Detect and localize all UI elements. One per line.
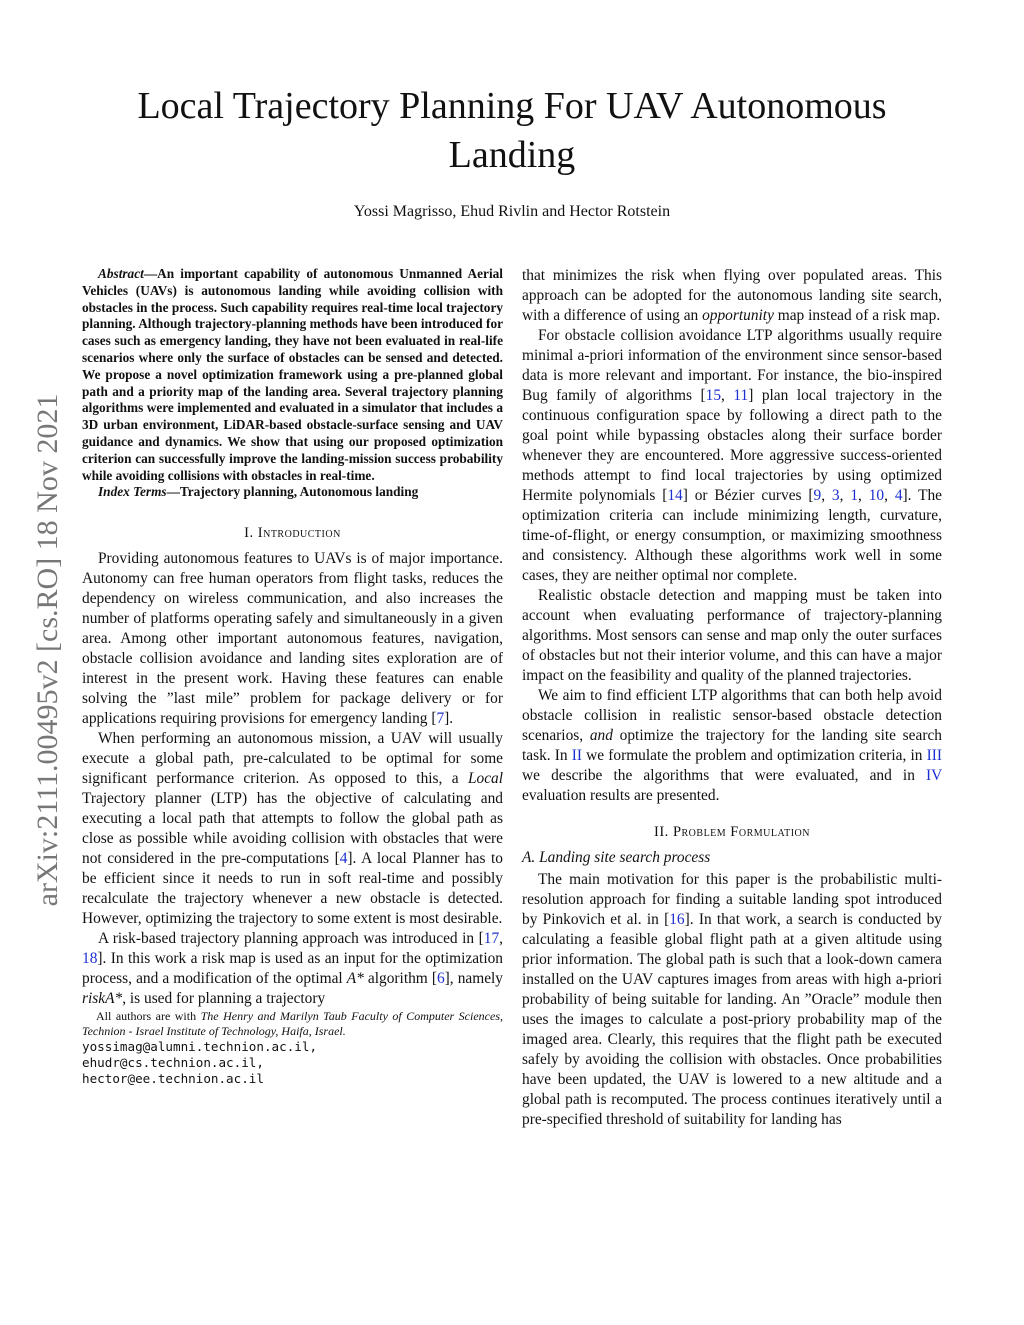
citation-link[interactable]: 9 <box>813 487 822 504</box>
text: , <box>821 487 832 504</box>
left-column <box>82 266 503 1087</box>
text: ]. A local Planner has to be efficient since it needs to run in soft real-time and possibly recalculate the trajectory whenever a new obstacle is detected. However, optimizing the trajectory to some extent is most desirable. <box>82 850 503 928</box>
text: , is used for planning a trajectory <box>122 990 326 1008</box>
text: that minimizes the risk when flying over populated areas. This approach can be adopted for the autonomous landing site search, with a difference of using an <box>522 267 942 324</box>
citation-link[interactable]: 10 <box>868 487 885 504</box>
title-line-2: Landing <box>448 134 576 176</box>
text: algorithm [ <box>363 970 437 988</box>
right-paragraph-2 <box>522 326 942 586</box>
text: ]. In this work a risk map is used as an input for the optimization process, and a modification of the optimal <box>82 950 503 988</box>
text: , <box>884 487 895 504</box>
email-list <box>82 1039 503 1087</box>
citation-link[interactable]: 3 <box>831 487 840 504</box>
citation-link[interactable]: 7 <box>436 710 445 728</box>
intro-paragraph-1 <box>82 549 503 729</box>
section-link[interactable]: II <box>571 747 583 764</box>
abstract-label: Abstract <box>98 266 144 281</box>
text: , <box>839 487 851 504</box>
right-paragraph-5 <box>522 870 942 1130</box>
email-2: ehudr@cs.technion.ac.il, <box>82 1055 264 1071</box>
section-number: II. <box>654 824 673 840</box>
section-title: Introduction <box>257 525 341 542</box>
text: , <box>721 387 734 404</box>
text: All authors are with <box>96 1009 201 1024</box>
intro-paragraph-2 <box>82 729 503 929</box>
text: map instead of a risk map. <box>773 307 941 324</box>
text: Providing autonomous features to UAVs is of major importance. Autonomy can free human operators from flight tasks, reduces the dependency on wireless communication, and also increases the number of platforms operating safely and simultaneously in a given area. Among other important autonomous features, navigation, obstacle collision avoidance and landing sites exploration are of interest in the present work. Having these features can enable solving the ”last mile” problem for package delivery or for applications requiring provisions for emergency landing [ <box>82 550 503 728</box>
text: When performing an autonomous mission, a UAV will usually execute a global path, pre-calculated to be optimal for some significant performance criterion. As opposed to this, a <box>82 730 503 788</box>
citation-link[interactable]: 15 <box>705 387 722 404</box>
index-terms-text: —Trajectory planning, Autonomous landing <box>166 484 419 500</box>
authors: Yossi Magrisso, Ehud Rivlin and Hector Rotstein <box>353 203 671 220</box>
citation-link[interactable]: 18 <box>82 950 98 968</box>
right-paragraph-3: Realistic obstacle detection and mapping must be taken into account when evaluating performance of trajectory-planning algorithms. Most sensors can sense and map only the outer surfaces of obstacles but not their interior volume, and this can have a major impact on the feasibility and quality of the planned trajectories. <box>522 587 942 684</box>
text: ], namely <box>444 970 504 988</box>
text: ]. <box>444 710 454 728</box>
text: ]. In that work, a search is conducted by calculating a feasible global flight path at a given altitude using prior information. The global path is such that a look-down camera installed on the UAV captures images from areas with high a-priori probability of being suitable for landing. An ”Oracle” module then uses the images to calculate a post-priory probability map of the imaged area. Clearly, this requires that the flight path be executed safely by avoiding the collision with obstacles. Once probabilities have been updated, the UAV is lowered to a new altitude and a global path is recomputed. The process continues iteratively until a pre-specified threshold of suitability for landing has <box>522 911 942 1128</box>
text: optimize the trajectory for the landing site search task. In <box>522 727 942 764</box>
citation-link[interactable]: 14 <box>667 487 683 504</box>
citation-link[interactable]: 4 <box>339 850 348 868</box>
citation-link[interactable]: 11 <box>733 387 749 404</box>
footnote <box>82 1009 503 1039</box>
section-introduction-heading <box>82 523 503 543</box>
right-column <box>522 266 942 1130</box>
right-paragraph-1 <box>522 266 942 326</box>
intro-paragraph-3 <box>82 929 503 1009</box>
citation-link[interactable]: 6 <box>436 970 445 988</box>
subsection-heading: A. Landing site search process <box>522 849 711 866</box>
email-1: yossimag@alumni.technion.ac.il, <box>82 1039 318 1055</box>
section-title: Problem Formulation <box>672 824 810 840</box>
arxiv-stamp: arXiv:2111.00495v2 [cs.RO] 18 Nov 2021 <box>31 393 64 907</box>
text: Trajectory planner (LTP) has the objective of calculating and executing a local path that attempts to follow the global path as close as possible while avoiding collision with obstacles that were not considered in the pre-computations [ <box>82 790 503 868</box>
text: , <box>499 930 503 948</box>
section-link[interactable]: III <box>926 747 943 764</box>
text: The main motivation for this paper is the probabilistic multi-resolution approach for finding a suitable landing spot introduced by Pinkovich et al. in [ <box>522 871 942 928</box>
text: and <box>589 727 613 744</box>
text: ] or Bézier curves [ <box>682 487 814 504</box>
citation-link[interactable]: 17 <box>483 930 500 948</box>
text: opportunity <box>702 307 774 324</box>
email-3: hector@ee.technion.ac.il <box>82 1071 264 1087</box>
math-astar: A* <box>346 970 364 988</box>
text: evaluation results are presented. <box>522 787 720 804</box>
citation-link[interactable]: 4 <box>894 487 903 504</box>
citation-link[interactable]: 1 <box>850 487 859 504</box>
section-link[interactable]: IV <box>926 767 942 784</box>
math-riska: riskA* <box>82 990 123 1008</box>
index-terms-label: Index Terms <box>98 484 167 500</box>
citation-link[interactable]: 16 <box>669 911 685 928</box>
title-line-1: Local Trajectory Planning For UAV Autonomous <box>137 85 887 127</box>
text: we describe the algorithms that were evaluated, and in <box>522 767 927 784</box>
index-terms <box>82 484 503 501</box>
text: For obstacle collision avoidance LTP algorithms usually require minimal a-priori information of the environment since sensor-based data is more relevant and important. For instance, the bio-inspired Bug family of algorithms [ <box>522 327 942 404</box>
text: A risk-based trajectory planning approach was introduced in [ <box>98 930 484 948</box>
section-problem-heading <box>522 822 942 842</box>
text: ] plan local trajectory in the continuous configuration space by following a direct path to the goal point while bypassing obstacles along their surface border whenever they are encountered. More aggressive success-oriented methods attempt to find local trajectories by using optimized Hermite polynomials [ <box>522 387 942 504</box>
text: , <box>858 487 869 504</box>
section-number: I. <box>244 525 258 542</box>
abstract <box>82 266 503 484</box>
text: We aim to find efficient LTP algorithms that can both help avoid obstacle collision in realistic sensor-based obstacle detection scenarios, <box>522 687 942 744</box>
text: we formulate the problem and optimization criteria, in <box>582 747 927 764</box>
text: Local <box>467 770 503 788</box>
abstract-text: —An important capability of autonomous Unmanned Aerial Vehicles (UAVs) is autonomous landing while avoiding collision with obstacles in the process. Such capability requires real-time local trajectory planning. Although trajectory-planning methods have been introduced for cases such as emergency landing, they have not been evaluated in real-life scenarios where only the surface of obstacles can be sensed and detected. We propose a novel optimization framework using a pre-planned global path and a priority map of the landing area. Several trajectory planning algorithms were implemented and evaluated in a simulator that includes a 3D urban environment, LiDAR-based obstacle-surface sensing and UAV guidance and dynamics. We show that using our proposed optimization criterion can successfully improve the landing-mission success probability while avoiding collisions with obstacles in real-time. <box>82 266 503 483</box>
paper-title <box>80 82 944 180</box>
text: ]. The optimization criteria can include minimizing length, curvature, time-of-flight, or energy consumption, or maximizing smoothness and consistency. Although these algorithms work well in some cases, they are neither optimal nor complete. <box>522 487 942 584</box>
affiliation: The Henry and Marilyn Taub Faculty of Computer Sciences, Technion - Israel Institute of Technology, Haifa, Israel. <box>82 1009 503 1039</box>
right-paragraph-4 <box>522 686 942 806</box>
